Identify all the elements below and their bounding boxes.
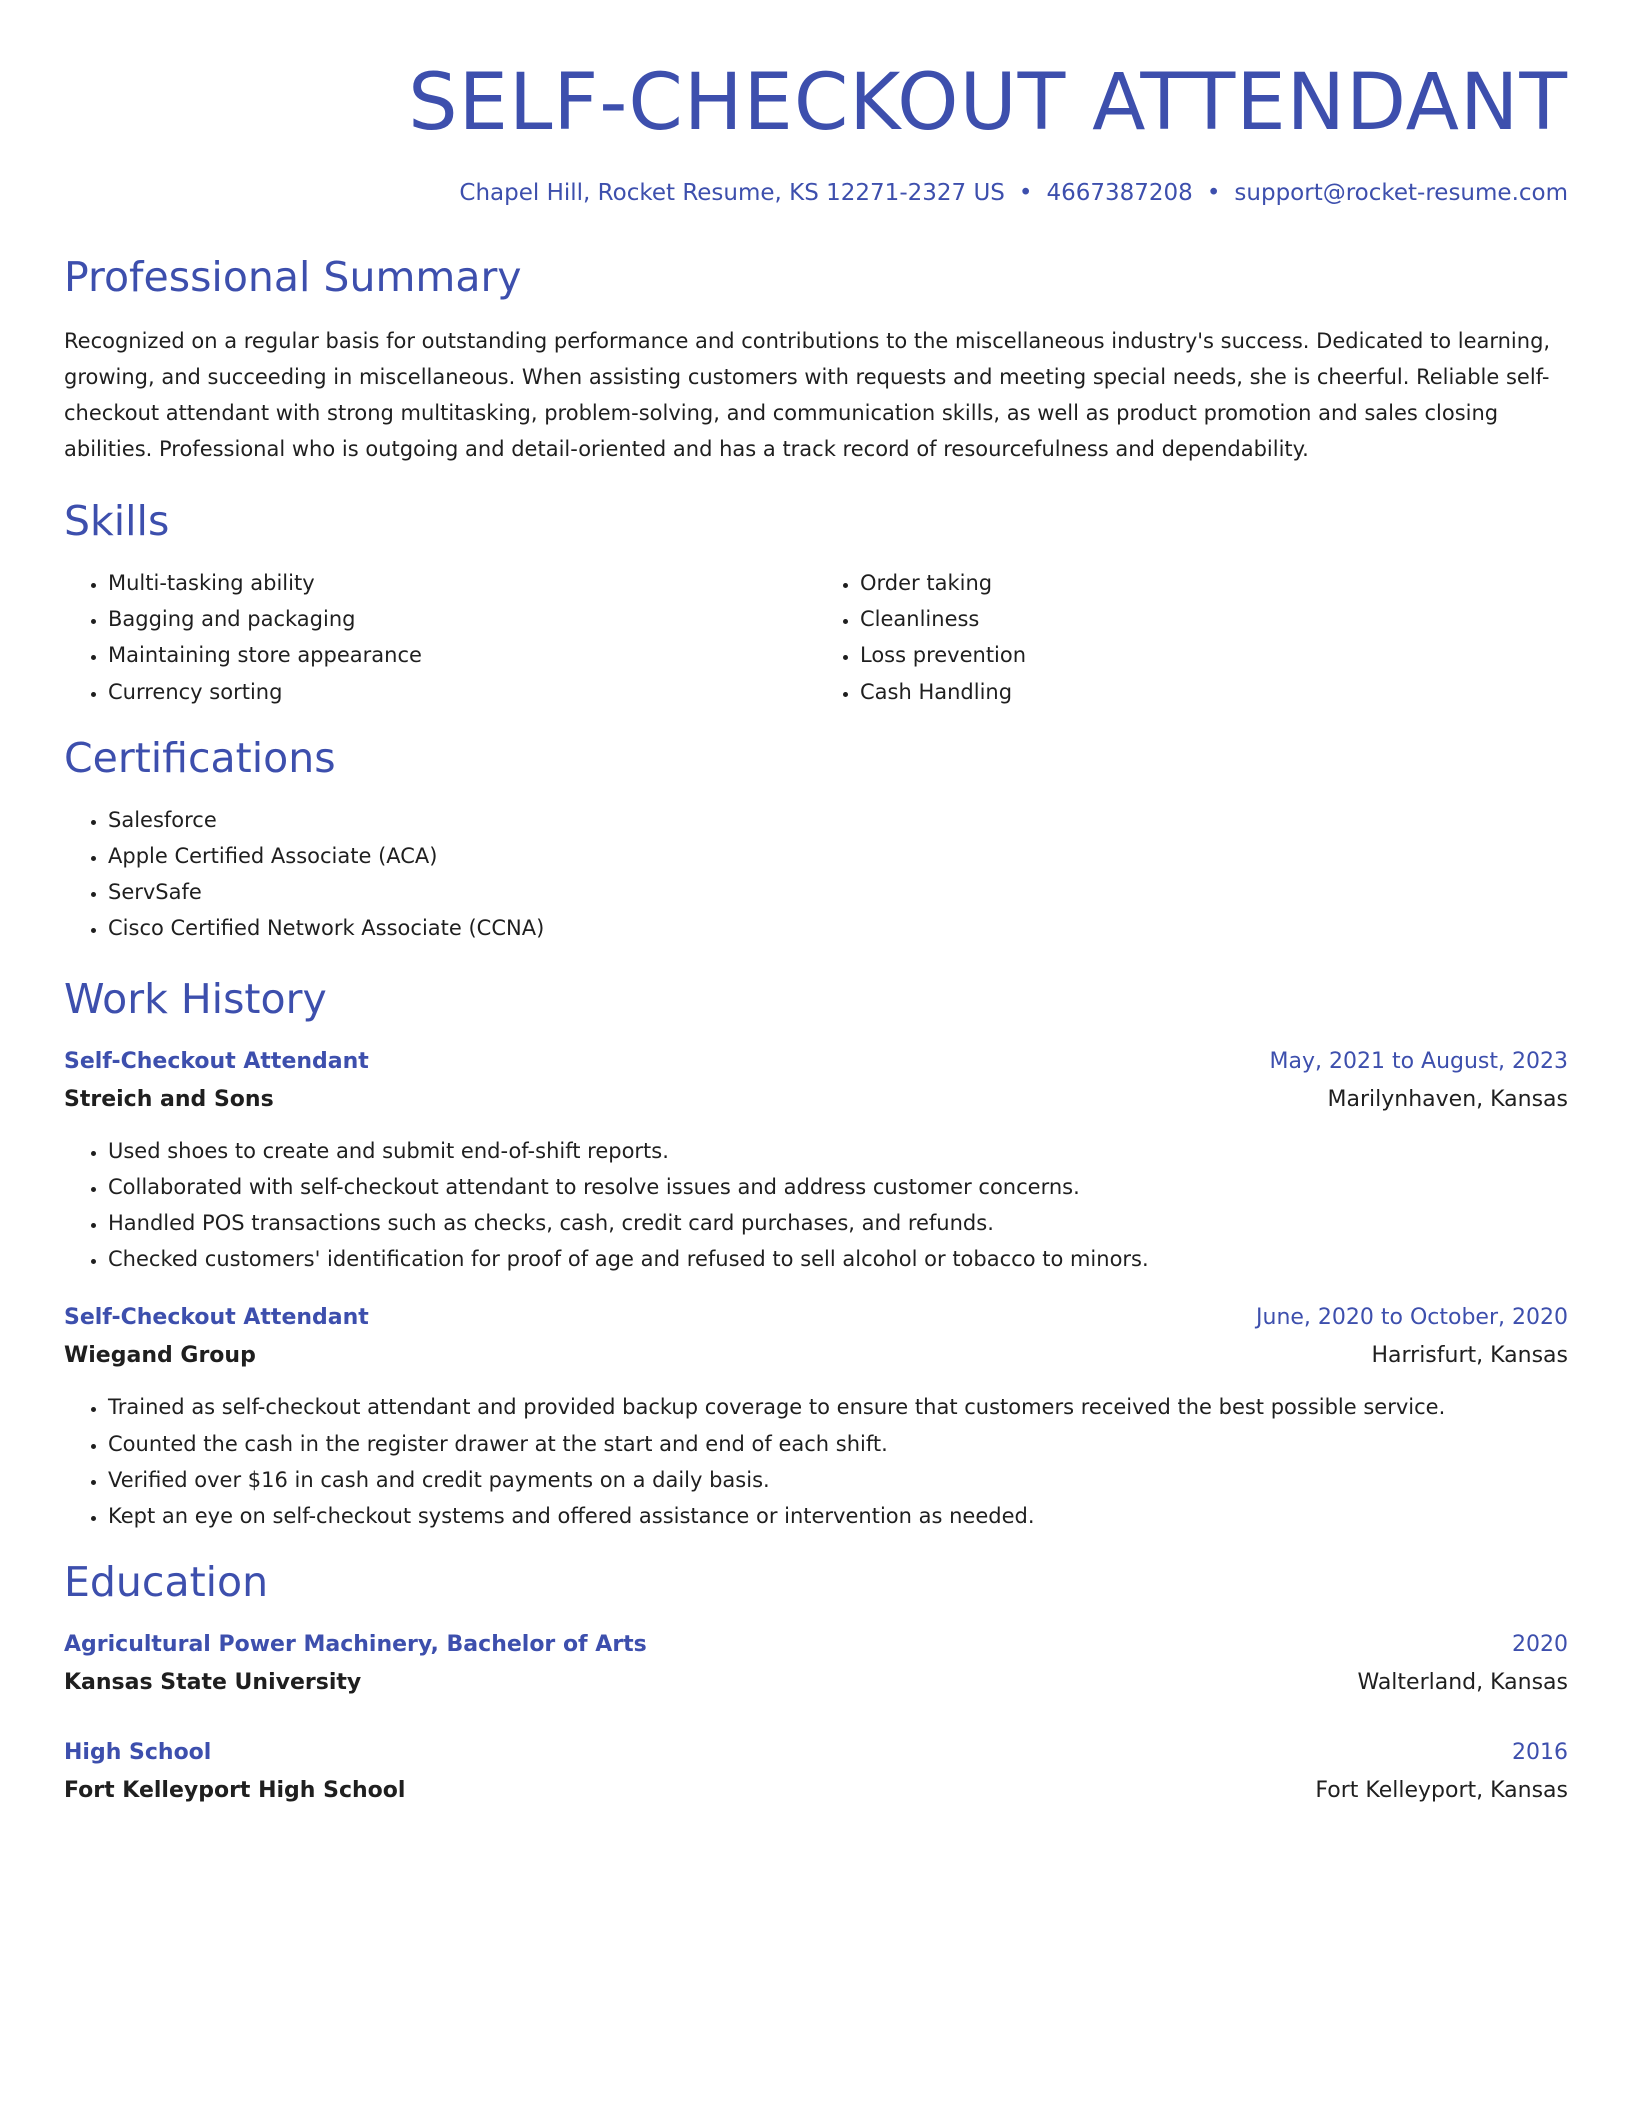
skill-item: • Loss prevention bbox=[860, 637, 1568, 673]
job-location: Marilynhaven, Kansas bbox=[1327, 1086, 1568, 1112]
job-bullets bbox=[64, 1133, 1568, 1278]
contact-separator: • bbox=[1206, 180, 1221, 206]
education-school-row bbox=[64, 1772, 1568, 1810]
job-bullet: • Handled POS transactions such as checks, cash, credit card purchases, and refunds. bbox=[108, 1205, 1568, 1241]
skills-list bbox=[64, 565, 1568, 710]
certification-item: • Cisco Certified Network Associate (CCNA) bbox=[108, 910, 1568, 946]
job-bullet: • Kept an eye on self-checkout systems and offered assistance or intervention as needed. bbox=[108, 1498, 1568, 1534]
skill-item: • Bagging and packaging bbox=[108, 601, 816, 637]
job-dates: May, 2021 to August, 2023 bbox=[1269, 1048, 1568, 1074]
resume-name: SELF-CHECKOUT ATTENDANT bbox=[408, 58, 1568, 148]
education-degree-row bbox=[64, 1734, 1568, 1772]
job-company-row bbox=[64, 1337, 1568, 1375]
skill-item: • Cleanliness bbox=[860, 601, 1568, 637]
job-company-row bbox=[64, 1081, 1568, 1119]
education-year: 2016 bbox=[1512, 1740, 1568, 1766]
skill-item: • Maintaining store appearance bbox=[108, 637, 816, 673]
job-entry bbox=[64, 1043, 1568, 1278]
job-entry bbox=[64, 1299, 1568, 1534]
education-year: 2020 bbox=[1512, 1632, 1568, 1658]
job-location: Harrisfurt, Kansas bbox=[1371, 1343, 1568, 1369]
contact-address: Chapel Hill, Rocket Resume, KS 12271-2327 US bbox=[459, 180, 1005, 206]
certification-item: • ServSafe bbox=[108, 874, 1568, 910]
job-dates: June, 2020 to October, 2020 bbox=[1256, 1305, 1568, 1331]
job-bullet: • Collaborated with self-checkout attendant to resolve issues and address customer concerns. bbox=[108, 1169, 1568, 1205]
job-bullet: • Counted the cash in the register drawer at the start and end of each shift. bbox=[108, 1426, 1568, 1462]
education-location: Walterland, Kansas bbox=[1357, 1670, 1568, 1696]
education-heading: Education bbox=[64, 1558, 269, 1607]
contact-phone: 4667387208 bbox=[1046, 180, 1193, 206]
certification-item: • Apple Certified Associate (ACA) bbox=[108, 838, 1568, 874]
summary-heading: Professional Summary bbox=[64, 253, 522, 301]
certifications-heading: Certifications bbox=[64, 733, 336, 782]
work-history-heading: Work History bbox=[64, 974, 327, 1023]
skill-item: • Currency sorting bbox=[108, 674, 816, 710]
resume-page bbox=[64, 0, 1568, 1810]
job-bullet: • Trained as self-checkout attendant and provided backup coverage to ensure that customers received the best possible service. bbox=[108, 1389, 1568, 1425]
job-bullet: • Used shoes to create and submit end-of-shift reports. bbox=[108, 1133, 1568, 1169]
education-school-row bbox=[64, 1664, 1568, 1702]
job-bullet: • Verified over $16 in cash and credit payments on a daily basis. bbox=[108, 1462, 1568, 1498]
skill-item: • Order taking bbox=[860, 565, 1568, 601]
education-school: Fort Kelleyport High School bbox=[64, 1778, 406, 1804]
education-degree: Agricultural Power Machinery, Bachelor of Arts bbox=[64, 1632, 647, 1658]
contact-separator: • bbox=[1018, 180, 1033, 206]
job-company: Streich and Sons bbox=[64, 1086, 274, 1112]
skill-item: • Cash Handling bbox=[860, 674, 1568, 710]
skills-heading: Skills bbox=[64, 497, 170, 545]
education-location: Fort Kelleyport, Kansas bbox=[1315, 1778, 1568, 1804]
education-school: Kansas State University bbox=[64, 1670, 362, 1696]
job-company: Wiegand Group bbox=[64, 1343, 256, 1369]
education-entry bbox=[64, 1626, 1568, 1702]
education-degree-row bbox=[64, 1626, 1568, 1664]
contact-line bbox=[64, 177, 1568, 209]
job-role: Self-Checkout Attendant bbox=[64, 1305, 369, 1331]
job-bullets bbox=[64, 1389, 1568, 1534]
skill-item: • Multi-tasking ability bbox=[108, 565, 816, 601]
education-entry bbox=[64, 1734, 1568, 1810]
contact-email[interactable]: support@rocket-resume.com bbox=[1234, 180, 1568, 206]
skills-column-left bbox=[64, 565, 816, 710]
education-degree: High School bbox=[64, 1740, 212, 1766]
job-bullet: • Checked customers' identification for proof of age and refused to sell alcohol or tobacco to minors. bbox=[108, 1241, 1568, 1277]
skills-column-right bbox=[816, 565, 1568, 710]
summary-text: Recognized on a regular basis for outstanding performance and contributions to the miscellaneous industry's success. Dedicated to learning, growing, and succeeding in miscellaneous. When assisting customers with requests and meeting special needs, she is cheerful. Reliable self-checkout attendant with strong multitasking, problem-solving, and communication skills, as well as product promotion and sales closing abilities. Professional who is outgoing and detail-oriented and has a track record of resourcefulness and dependability. bbox=[64, 329, 1551, 461]
job-role: Self-Checkout Attendant bbox=[64, 1048, 369, 1074]
job-title-row bbox=[64, 1043, 1568, 1081]
certifications-list bbox=[64, 802, 1568, 947]
job-title-row bbox=[64, 1299, 1568, 1337]
resume-header bbox=[64, 0, 1568, 209]
certification-item: • Salesforce bbox=[108, 802, 1568, 838]
